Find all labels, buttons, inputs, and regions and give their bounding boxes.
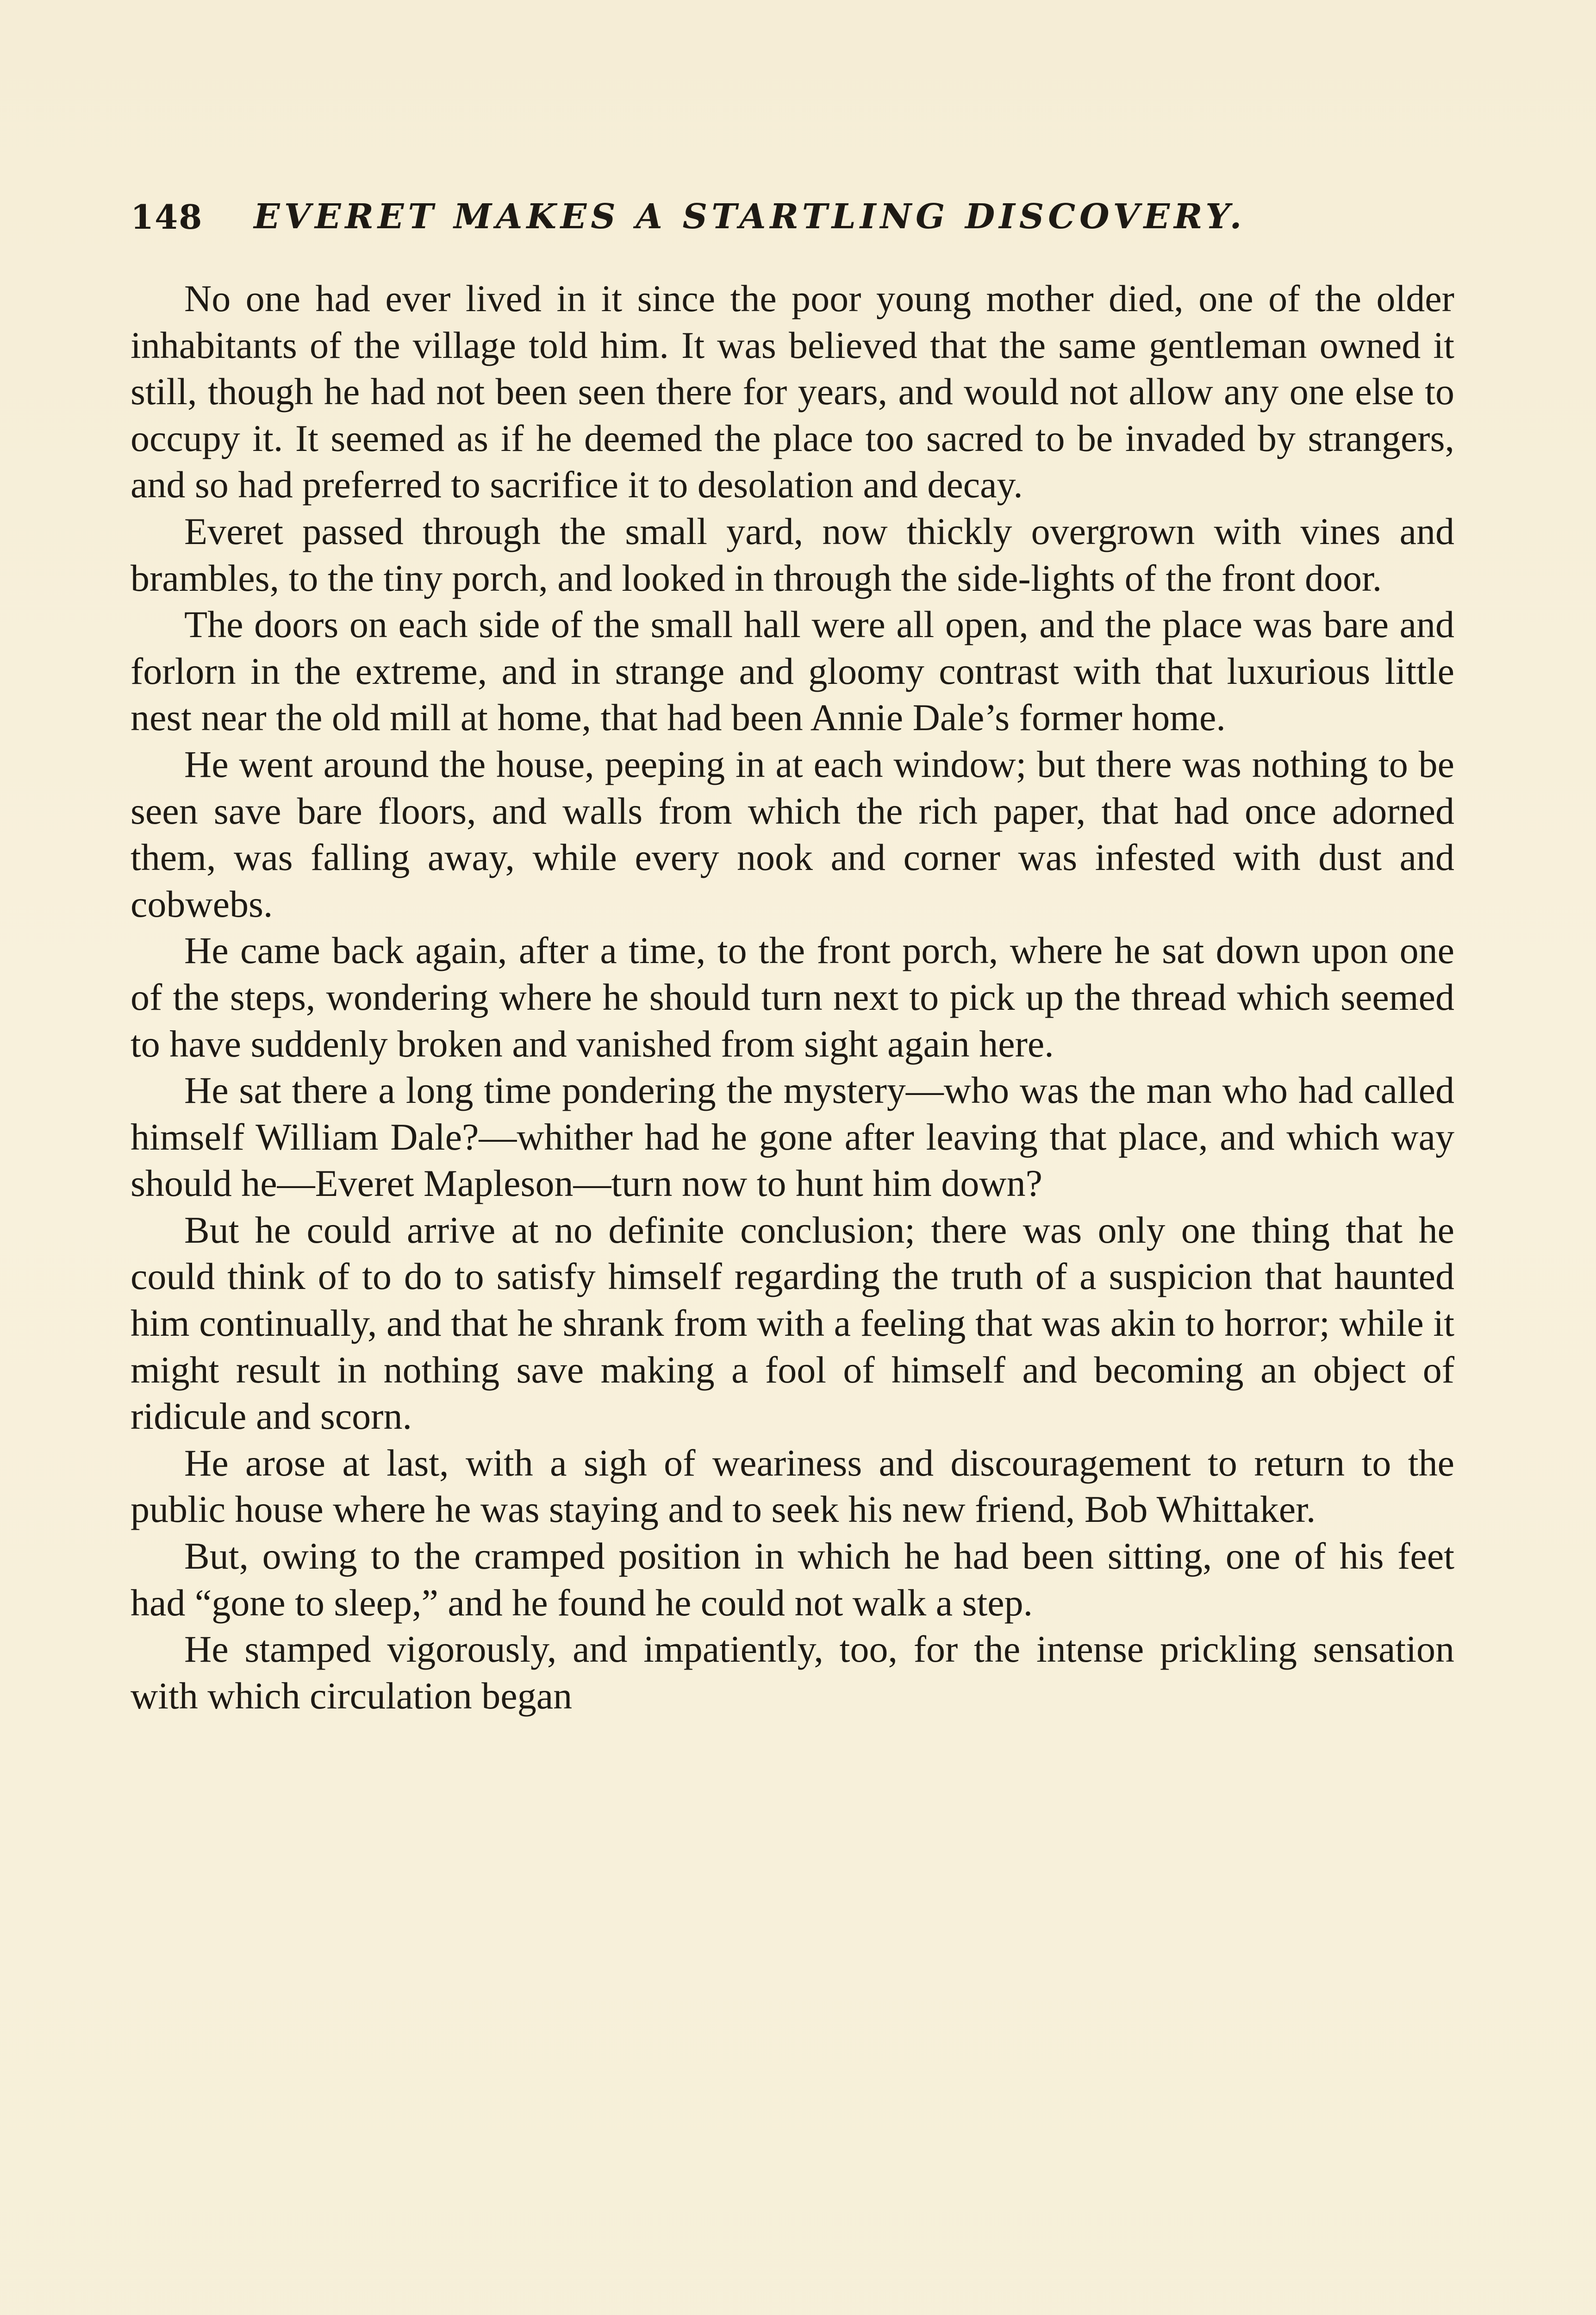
paragraph: He went around the house, peeping in at each window; but there was nothing to be seen save bare floors, and walls from which the rich paper, that had once adorned them, was falling away, while every nook and corner was infested with dust and cobwebs. (131, 743, 1454, 925)
paragraph: He sat there a long time pondering the mystery—who was the man who had called himself William Dale?—whither had he gone after leaving that place, and which way should he—Everet Mapleson—turn now to hunt him down? (131, 1069, 1454, 1205)
paragraph: The doors on each side of the small hall were all open, and the place was bare and forlorn in the extreme, and in strange and gloomy contrast with that luxurious little nest near the old mill at home, that had been Annie Dale’s former home. (131, 603, 1454, 739)
paragraph: He came back again, after a time, to the front porch, where he sat down upon one of the steps, wondering where he should turn next to pick up the thread which seemed to have suddenly broken and vanished from sight again here. (131, 929, 1454, 1065)
body-text (131, 275, 1454, 1719)
paragraph: But, owing to the cramped position in which he had been sitting, one of his feet had “gone to sleep,” and he found he could not walk a step. (131, 1535, 1454, 1624)
paragraph: No one had ever lived in it since the poor young mother died, one of the older inhabitants of the village told him. It was believed that the same gentleman owned it still, though he had not been seen there for years, and would not allow any one else to occupy it. It seemed as if he deemed the place too sacred to be invaded by strangers, and so had preferred to sacrifice it to desolation and decay. (131, 277, 1454, 506)
paragraph: He arose at last, with a sigh of weariness and discouragement to return to the public house where he was staying and to seek his new friend, Bob Whittaker. (131, 1441, 1454, 1531)
page-header (131, 184, 1464, 249)
page-number: 148 (131, 197, 203, 237)
paragraph: Everet passed through the small yard, now thickly overgrown with vines and brambles, to the tiny porch, and looked in through the side-lights of the front door. (131, 510, 1454, 599)
paragraph: But he could arrive at no definite conclusion; there was only one thing that he could think of to do to satisfy himself regarding the truth of a suspicion that haunted him continually, and that he shrank from with a feeling that was akin to horror; while it might result in nothing save making a fool of himself and becoming an object of ridicule and scorn. (131, 1208, 1454, 1438)
paragraph: He stamped vigorously, and impatiently, too, for the intense prickling sensation with which circulation began (131, 1628, 1454, 1717)
running-head: EVERET MAKES A STARTLING DISCOVERY. (254, 197, 1246, 237)
